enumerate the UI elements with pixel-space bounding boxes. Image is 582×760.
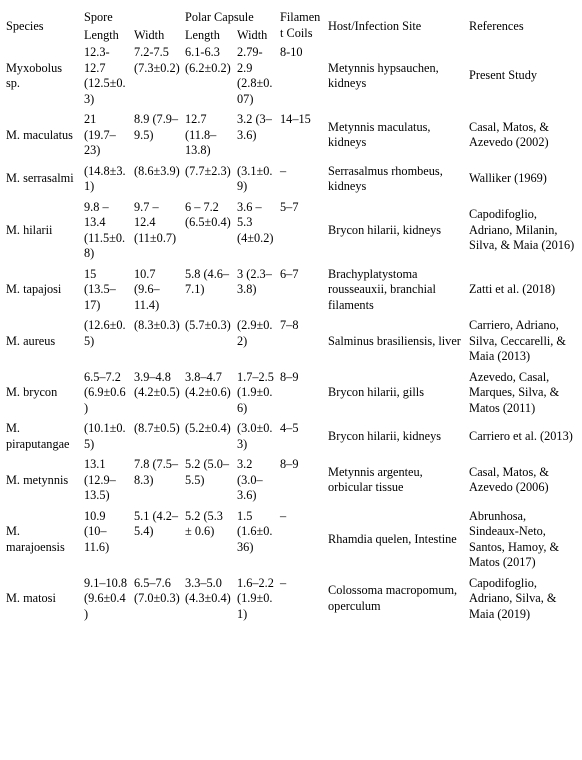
cell-reference: Zatti et al. (2018) (469, 282, 556, 296)
cell-capsule-length: 12.7 (11.8–13.8) (185, 112, 217, 157)
cell-capsule-width: (2.9±0.2) (237, 318, 273, 348)
cell-species: M. marajoensis (6, 524, 65, 554)
cell-species: M. serrasalmi (6, 171, 74, 186)
cell-species: M. maculatus (6, 127, 73, 142)
cell-filament-coils: 7–8 (280, 318, 299, 332)
cell-spore-width: (8.6±3.9) (134, 163, 180, 178)
cell-spore-length: 9.8 – 13.4 (11.5±0.8) (84, 199, 126, 260)
cell-host-site: Brachyplatystoma rousseauxii, branchial filaments (328, 266, 436, 312)
cell-filament-coils: 14–15 (280, 112, 311, 126)
cell-capsule-width: 3.6 – 5.3 (4±0.2) (237, 199, 274, 245)
header-references: References (469, 18, 524, 33)
cell-species: M. hilarii (6, 222, 53, 237)
header-row-1 (3, 8, 579, 26)
cell-capsule-length: (5.2±0.4) (185, 421, 231, 435)
cell-species: M. piraputangae (6, 421, 70, 451)
header-species: Species (6, 18, 44, 33)
header-spore-length: Length (84, 27, 119, 42)
cell-spore-length: (14.8±3.1) (84, 163, 126, 193)
table-row (3, 198, 579, 265)
cell-filament-coils: 4–5 (280, 421, 299, 435)
cell-capsule-width: 1.7–2.5 (1.9±0.6) (237, 369, 274, 415)
cell-host-site: Salminus brasiliensis, liver (328, 333, 461, 348)
cell-spore-width: (8.7±0.5) (134, 421, 180, 435)
table-row (3, 574, 579, 626)
cell-host-site: Metynnis maculatus, kidneys (328, 119, 431, 150)
cell-capsule-length: 6.1-6.3 (6.2±0.2) (185, 45, 231, 75)
cell-host-site: Metynnis hypsauchen, kidneys (328, 60, 439, 90)
cell-capsule-length: 5.8 (4.6–7.1) (185, 266, 230, 296)
cell-reference: Abrunhosa, Sindeaux-Neto, Santos, Hamoy, & Matos (2017) (469, 508, 560, 569)
cell-filament-coils: 8–9 (280, 457, 299, 471)
cell-reference: Capodifoglio, Adriano, Milanin, Silva, & Maia (2016) (469, 207, 575, 253)
cell-spore-length: 9.1–10.8 (9.6±0.4) (84, 575, 128, 621)
header-capsule-width: Width (237, 27, 268, 42)
cell-reference: Walliker (1969) (469, 171, 547, 186)
cell-species: M. brycon (6, 385, 58, 399)
cell-capsule-length: 5.2 (5.0–5.5) (185, 457, 230, 487)
cell-spore-length: 12.3-12.7 (12.5±0.3) (84, 45, 126, 106)
cell-capsule-length: 6 – 7.2 (6.5±0.4) (185, 199, 231, 229)
table-row (3, 316, 579, 368)
cell-filament-coils: 8-10 (280, 45, 303, 59)
cell-spore-width: 5.1 (4.2–5.4) (134, 508, 179, 538)
cell-filament-coils: – (280, 163, 287, 178)
cell-spore-width: 6.5–7.6 (7.0±0.3) (134, 575, 180, 605)
cell-host-site: Brycon hilarii, kidneys (328, 428, 442, 443)
cell-capsule-length: (5.7±0.3) (185, 318, 231, 332)
cell-capsule-width: (3.0±0.3) (237, 421, 273, 451)
cell-capsule-length: 5.2 (5.3 ± 0.6) (185, 508, 223, 538)
cell-capsule-width: 3 (2.3–3.8) (237, 266, 272, 296)
cell-spore-length: 15 (13.5–17) (84, 266, 116, 312)
cell-reference: Casal, Matos, & Azevedo (2006) (469, 464, 549, 495)
cell-capsule-length: 3.8–4.7 (4.2±0.6) (185, 369, 231, 399)
cell-reference: Present Study (469, 68, 537, 83)
cell-capsule-length: 3.3–5.0 (4.3±0.4) (185, 575, 231, 605)
cell-host-site: Serrasalmus rhombeus, kidneys (328, 163, 443, 193)
cell-host-site: Brycon hilarii, gills (328, 385, 424, 399)
table-header (3, 8, 579, 43)
cell-reference: Carriero, Adriano, Silva, Ceccarelli, & Maia (2013) (469, 318, 566, 363)
cell-spore-width: 8.9 (7.9–9.5) (134, 112, 179, 142)
table-row (3, 419, 579, 455)
cell-reference: Azevedo, Casal, Marques, Silva, & Matos (2011) (469, 369, 560, 415)
cell-host-site: Rhamdia quelen, Intestine (328, 531, 457, 546)
cell-reference: Carriero et al. (2013) (469, 428, 573, 443)
table-row (3, 368, 579, 420)
cell-spore-width: 3.9–4.8 (4.2±0.5) (134, 369, 180, 399)
header-filament-coils: Filament Coils (280, 10, 321, 40)
cell-host-site: Colossoma macropomum, operculum (328, 583, 458, 613)
table-row (3, 110, 579, 162)
cell-spore-width: (8.3±0.3) (134, 318, 180, 332)
cell-spore-width: 9.7 – 12.4 (11±0.7) (134, 199, 177, 245)
species-comparison-table (3, 8, 579, 625)
header-spore-width: Width (134, 27, 165, 42)
cell-spore-width: 7.2-7.5 (7.3±0.2) (134, 45, 180, 75)
cell-host-site: Brycon hilarii, kidneys (328, 222, 442, 237)
cell-spore-length: 21 (19.7–23) (84, 112, 116, 157)
cell-capsule-width: 2.79-2.9 (2.8±0.07) (237, 45, 273, 106)
cell-capsule-width: 1.6–2.2 (1.9±0.1) (237, 575, 274, 621)
header-host-site: Host/Infection Site (328, 18, 422, 33)
header-spore: Spore (84, 10, 113, 24)
cell-capsule-width: 1.5 (1.6±0.36) (237, 508, 273, 554)
cell-filament-coils: 5–7 (280, 199, 299, 214)
cell-spore-width: 10.7 (9.6–11.4) (134, 266, 160, 312)
cell-spore-length: 6.5–7.2 (6.9±0.6) (84, 369, 126, 415)
table-row (3, 43, 579, 110)
table-row (3, 507, 579, 574)
table-row (3, 265, 579, 317)
cell-capsule-width: (3.1±0.9) (237, 163, 273, 193)
cell-spore-width: 7.8 (7.5–8.3) (134, 457, 179, 487)
header-capsule-length: Length (185, 27, 220, 42)
cell-reference: Capodifoglio, Adriano, Silva, & Maia (2019) (469, 575, 557, 621)
table-body (3, 43, 579, 625)
cell-species: Myxobolus sp. (6, 60, 63, 90)
cell-filament-coils: 8–9 (280, 369, 299, 384)
cell-spore-length: (10.1±0.5) (84, 421, 126, 451)
cell-host-site: Metynnis argenteu, orbicular tissue (328, 464, 423, 495)
cell-species: M. tapajosi (6, 282, 62, 296)
cell-capsule-width: 3.2 (3–3.6) (237, 112, 272, 142)
table-row (3, 162, 579, 198)
table-row (3, 455, 579, 507)
header-polar-capsule: Polar Capsule (185, 10, 254, 24)
cell-capsule-length: (7.7±2.3) (185, 163, 231, 178)
cell-filament-coils: 6–7 (280, 266, 299, 281)
cell-spore-length: 13.1 (12.9–13.5) (84, 457, 116, 502)
cell-spore-length: 10.9 (10–11.6) (84, 508, 110, 554)
cell-filament-coils: – (280, 575, 287, 590)
cell-reference: Casal, Matos, & Azevedo (2002) (469, 119, 549, 150)
cell-capsule-width: 3.2 (3.0–3.6) (237, 457, 263, 502)
cell-species: M. aureus (6, 333, 56, 348)
cell-filament-coils: – (280, 508, 287, 523)
cell-species: M. metynnis (6, 472, 69, 487)
cell-spore-length: (12.6±0.5) (84, 318, 126, 348)
cell-species: M. matosi (6, 591, 56, 605)
